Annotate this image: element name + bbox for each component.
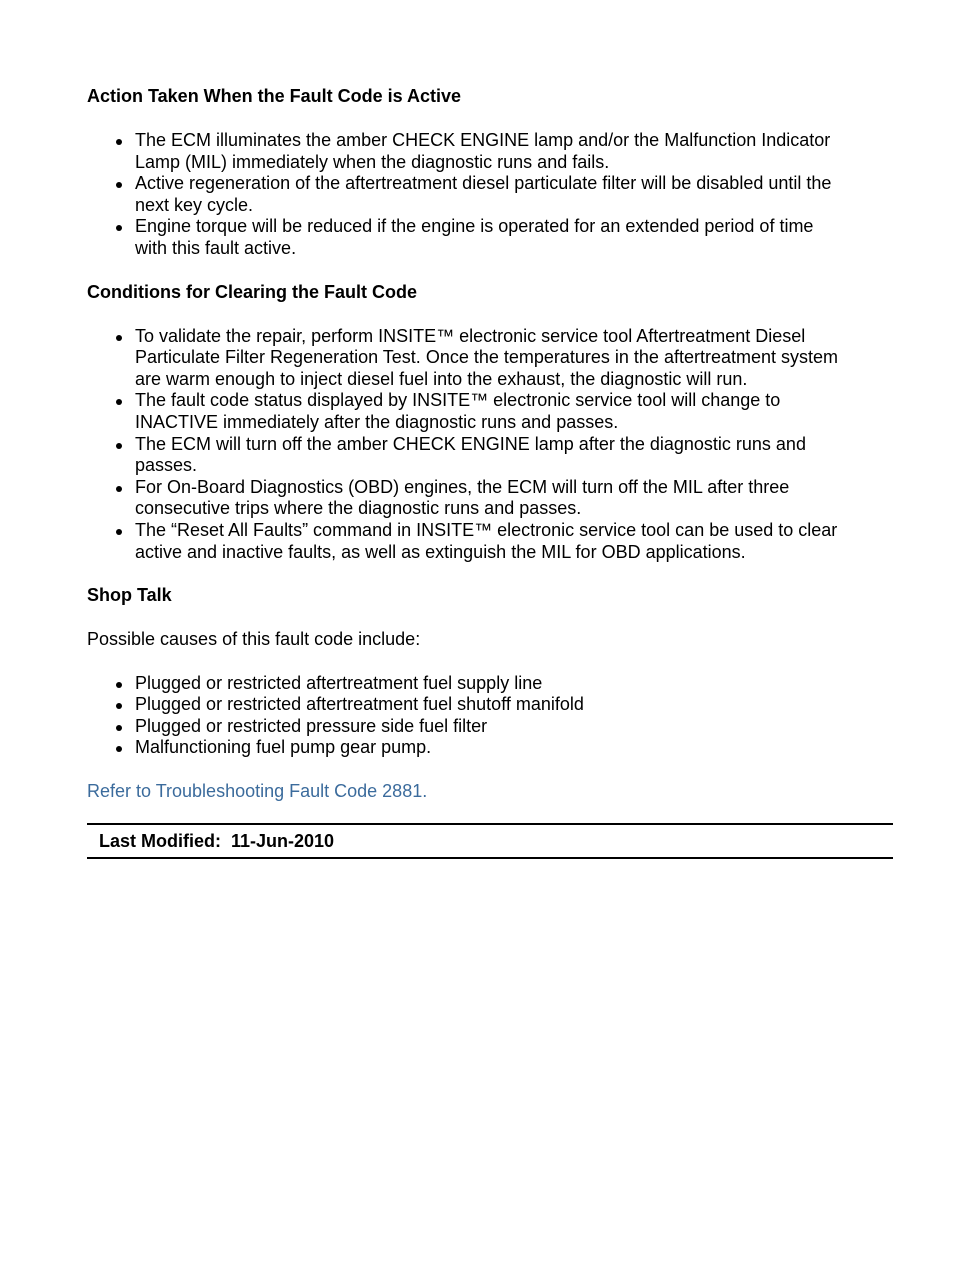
shop-talk-intro: Possible causes of this fault code include: — [87, 629, 421, 650]
last-modified-bar — [87, 823, 893, 859]
document-body — [87, 86, 893, 803]
bullet-icon — [116, 746, 122, 752]
bullet-icon — [116, 335, 122, 341]
list-item: The fault code status displayed by INSITE™ electronic service tool will change to INACTIVE immediately after the diagnostic runs and passes. — [87, 390, 893, 433]
possible-causes-list — [87, 673, 893, 759]
list-item: For On-Board Diagnostics (OBD) engines, the ECM will turn off the MIL after three consecutive trips where the diagnostic runs and passes. — [87, 477, 893, 520]
list-item: To validate the repair, perform INSITE™ electronic service tool Aftertreatment Diesel Particulate Filter Regeneration Test. Once the temperatures in the aftertreatment system are warm enough to inject diesel fuel into the exhaust, the diagnostic will run. — [87, 326, 893, 391]
section-heading-shop-talk: Shop Talk — [87, 585, 172, 606]
last-modified-date: 11-Jun-2010 — [231, 830, 335, 851]
list-item: The ECM will turn off the amber CHECK ENGINE lamp after the diagnostic runs and passes. — [87, 434, 893, 477]
last-modified-label: Last Modified: — [99, 830, 221, 851]
bullet-icon — [116, 529, 122, 535]
list-item: The “Reset All Faults” command in INSITE™ electronic service tool can be used to clear active and inactive faults, as well as extinguish the MIL for OBD applications. — [87, 520, 893, 563]
list-item: Active regeneration of the aftertreatment diesel particulate filter will be disabled until the next key cycle. — [87, 173, 893, 216]
list-item: Plugged or restricted aftertreatment fuel shutoff manifold — [87, 694, 893, 716]
bullet-icon — [116, 182, 122, 188]
action-taken-list — [87, 130, 893, 260]
list-item: Malfunctioning fuel pump gear pump. — [87, 737, 893, 759]
list-item: The ECM illuminates the amber CHECK ENGINE lamp and/or the Malfunction Indicator Lamp (MIL) immediately when the diagnostic runs and fails. — [87, 130, 893, 173]
bullet-icon — [116, 443, 122, 449]
section-heading-clearing-conditions: Conditions for Clearing the Fault Code — [87, 281, 417, 302]
bullet-icon — [116, 703, 122, 709]
troubleshooting-link[interactable]: Refer to Troubleshooting Fault Code 2881. — [87, 781, 428, 802]
list-item: Plugged or restricted pressure side fuel filter — [87, 716, 893, 738]
bullet-icon — [116, 399, 122, 405]
list-item: Engine torque will be reduced if the engine is operated for an extended period of time with this fault active. — [87, 216, 893, 259]
bullet-icon — [116, 139, 122, 145]
bullet-icon — [116, 682, 122, 688]
bullet-icon — [116, 486, 122, 492]
bullet-icon — [116, 725, 122, 731]
section-heading-action-taken: Action Taken When the Fault Code is Active — [87, 86, 462, 106]
clearing-conditions-list — [87, 326, 893, 564]
list-item: Plugged or restricted aftertreatment fuel supply line — [87, 673, 893, 695]
bullet-icon — [116, 225, 122, 231]
